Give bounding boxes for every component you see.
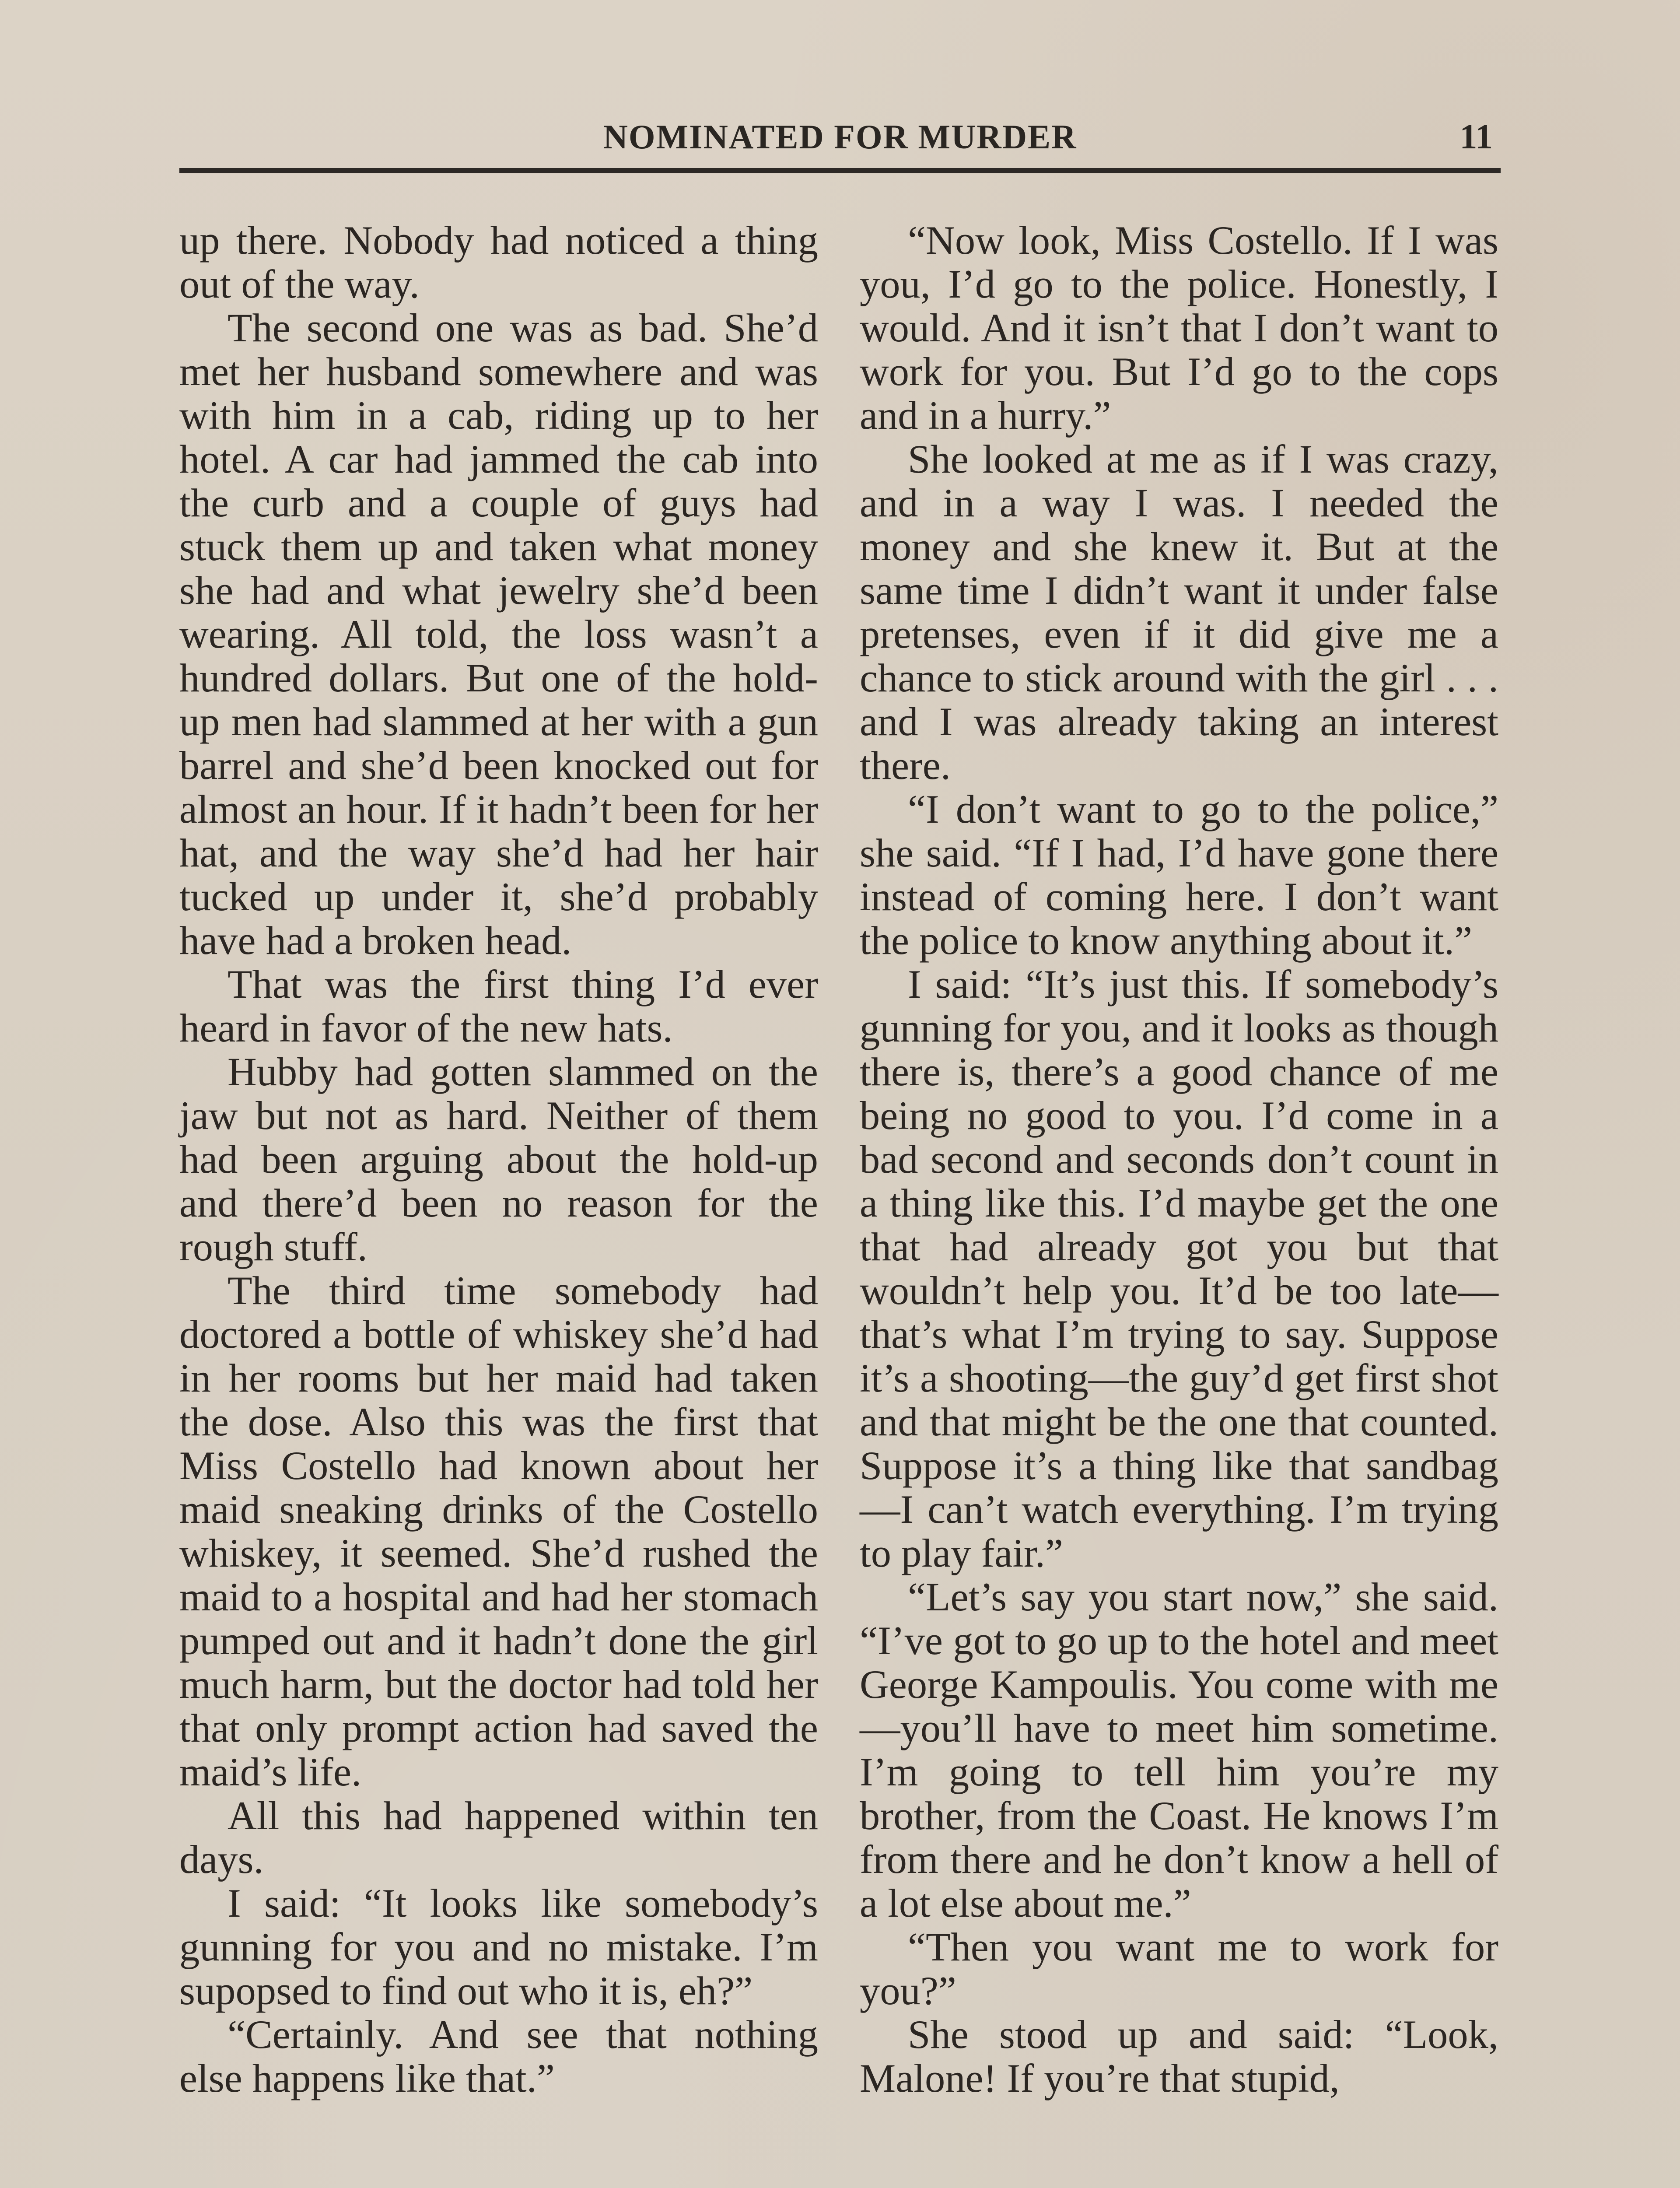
paragraph: “Now look, Miss Costello. If I was you, I’d go to the police. Honestly, I would. And it isn’t that I don’t want to work for you. But I’d go to the cops and in a hurry.” bbox=[860, 218, 1498, 438]
paragraph: “Certainly. And see that nothing else happens like that.” bbox=[179, 2013, 818, 2101]
running-title: NOMINATED FOR MURDER bbox=[603, 118, 1077, 156]
page-number: 11 bbox=[1460, 118, 1493, 156]
paragraph: “Let’s say you start now,” she said. “I’ve got to go up to the hotel and meet George Kampoulis. You come with me—you’ll have to meet him sometime. I’m going to tell him you’re my brother, from the Coast. He knows I’m from there and he don’t know a hell of a lot else about me.” bbox=[860, 1575, 1498, 1926]
paragraph: She stood up and said: “Look, Malone! If you’re that stupid, bbox=[860, 2013, 1498, 2101]
paragraph: up there. Nobody had noticed a thing out of the way. bbox=[179, 218, 818, 307]
paragraph: All this had happened within ten days. bbox=[179, 1794, 818, 1882]
paragraph: “I don’t want to go to the police,” she said. “If I had, I’d have gone there instead of coming here. I don’t want the police to know anything about it.” bbox=[860, 787, 1498, 963]
paragraph: The third time somebody had doctored a bottle of whiskey she’d had in her rooms but her maid had taken the dose. Also this was the first that Miss Costello had known about her maid sneaking drinks of the Costello whiskey, it seemed. She’d rushed the maid to a hospital and had her stomach pumped out and it hadn’t done the girl much harm, but the doctor had told her that only prompt action had saved the maid’s life. bbox=[179, 1269, 818, 1795]
paragraph: “Then you want me to work for you?” bbox=[860, 1925, 1498, 2013]
paragraph: I said: “It’s just this. If somebody’s gunning for you, and it looks as though there is, there’s a good chance of me being no good to you. I’d come in a bad second and seconds don’t count in a thing like this. I’d maybe get the one that had already got you but that wouldn’t help you. It’d be too late—that’s what I’m trying to say. Suppose it’s a shooting—the guy’d get first shot and that might be the one that counted. Suppose it’s a thing like that sandbag—I can’t watch everything. I’m trying to play fair.” bbox=[860, 962, 1498, 1576]
left-column bbox=[179, 219, 818, 2100]
right-column bbox=[860, 219, 1498, 2100]
paragraph: Hubby had gotten slammed on the jaw but not as hard. Neither of them had been arguing about the hold-up and there’d been no reason for the rough stuff. bbox=[179, 1050, 818, 1269]
paragraph: She looked at me as if I was crazy, and in a way I was. I needed the money and she knew it. But at the same time I didn’t want it under false pretenses, even if it did give me a chance to stick around with the girl . . . and I was already taking an interest there. bbox=[860, 437, 1498, 788]
paragraph: That was the first thing I’d ever heard in favor of the new hats. bbox=[179, 962, 818, 1051]
header-rule bbox=[179, 168, 1501, 173]
paragraph: I said: “It looks like somebody’s gunning for you and no mistake. I’m supopsed to find out who it is, eh?” bbox=[179, 1881, 818, 2013]
paragraph: The second one was as bad. She’d met her husband somewhere and was with him in a cab, riding up to her hotel. A car had jammed the cab into the curb and a couple of guys had stuck them up and taken what money she had and what jewelry she’d been wearing. All told, the loss wasn’t a hundred dollars. But one of the hold-up men had slammed at her with a gun barrel and she’d been knocked out for almost an hour. If it hadn’t been for her hat, and the way she’d had her hair tucked up under it, she’d probably have had a broken head. bbox=[179, 306, 818, 963]
